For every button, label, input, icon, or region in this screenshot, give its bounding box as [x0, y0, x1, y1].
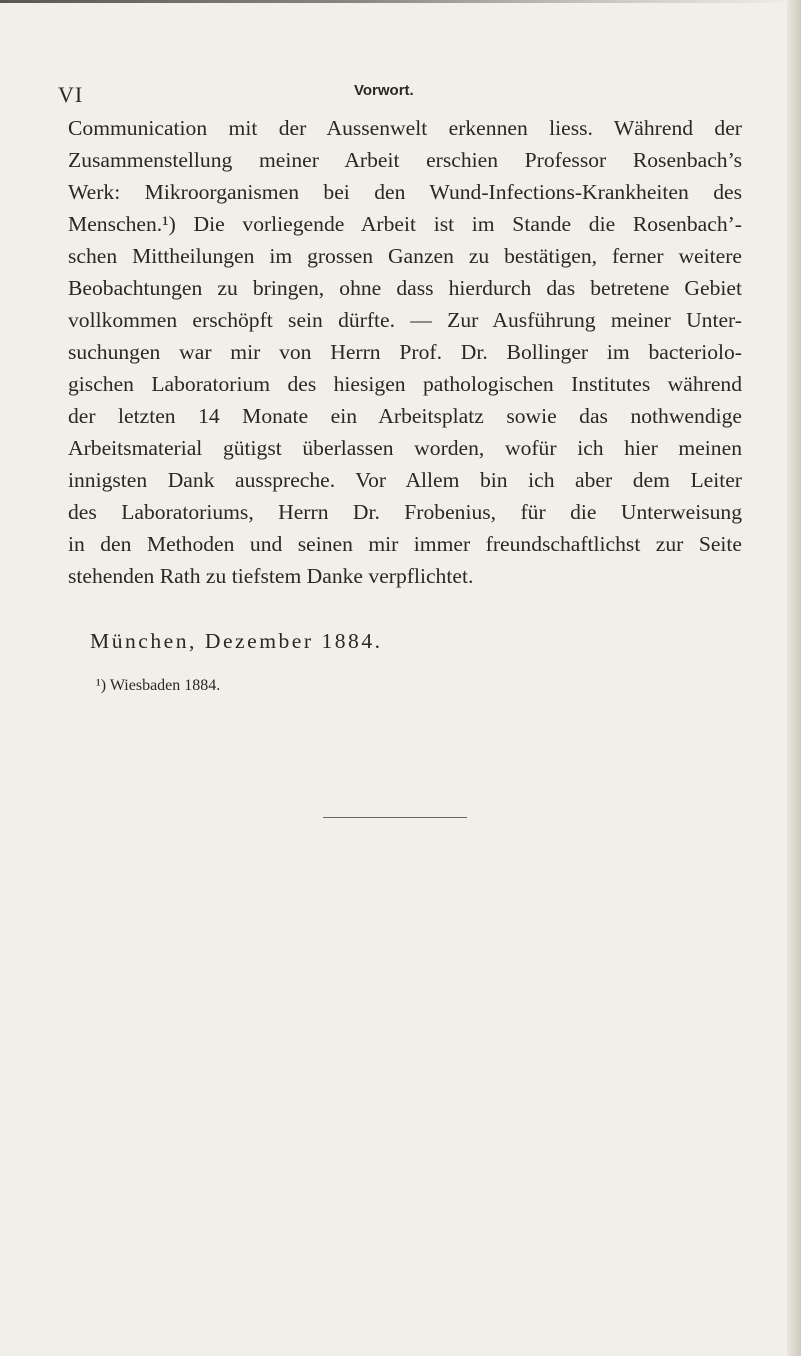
text-line: gischen Laboratorium des hiesigen pathologischen Institutes während: [68, 372, 742, 396]
text-line: Communication mit der Aussenwelt erkennen liess. Während der: [68, 116, 742, 140]
running-head: [58, 82, 738, 112]
page-number: VI: [58, 82, 84, 107]
text-line: suchungen war mir von Herrn Prof. Dr. Bollinger im bacteriolo-: [68, 340, 742, 364]
body-paragraph: [68, 112, 742, 592]
text-line: stehenden Rath zu tiefstem Danke verpflichtet.: [68, 564, 474, 588]
divider-rule: [323, 817, 467, 818]
section-title: Vorwort.: [354, 82, 414, 99]
text-line: innigsten Dank ausspreche. Vor Allem bin ich aber dem Leiter: [68, 468, 742, 492]
place-date-signature: München, Dezember 1884.: [90, 629, 383, 653]
text-line: Zusammenstellung meiner Arbeit erschien Professor Rosenbach’s: [68, 148, 742, 172]
page-right-edge: [787, 0, 801, 1356]
text-line: in den Methoden und seinen mir immer freundschaftlichst zur Seite: [68, 532, 742, 556]
footnote: ¹) Wiesbaden 1884.: [96, 677, 221, 694]
page-top-edge: [0, 0, 801, 3]
text-line: schen Mittheilungen im grossen Ganzen zu bestätigen, ferner weitere: [68, 244, 742, 268]
text-line: des Laboratoriums, Herrn Dr. Frobenius, für die Unterweisung: [68, 500, 742, 524]
text-line: Beobachtungen zu bringen, ohne dass hierdurch das betretene Gebiet: [68, 276, 742, 300]
text-line: vollkommen erschöpft sein dürfte. — Zur Ausführung meiner Unter-: [68, 308, 742, 332]
text-line: der letzten 14 Monate ein Arbeitsplatz sowie das nothwendige: [68, 404, 742, 428]
text-line: Werk: Mikroorganismen bei den Wund-Infections-Krankheiten des: [68, 180, 742, 204]
text-line: Menschen.¹) Die vorliegende Arbeit ist im Stande die Rosenbach’-: [68, 212, 742, 236]
text-line: Arbeitsmaterial gütigst überlassen worden, wofür ich hier meinen: [68, 436, 742, 460]
